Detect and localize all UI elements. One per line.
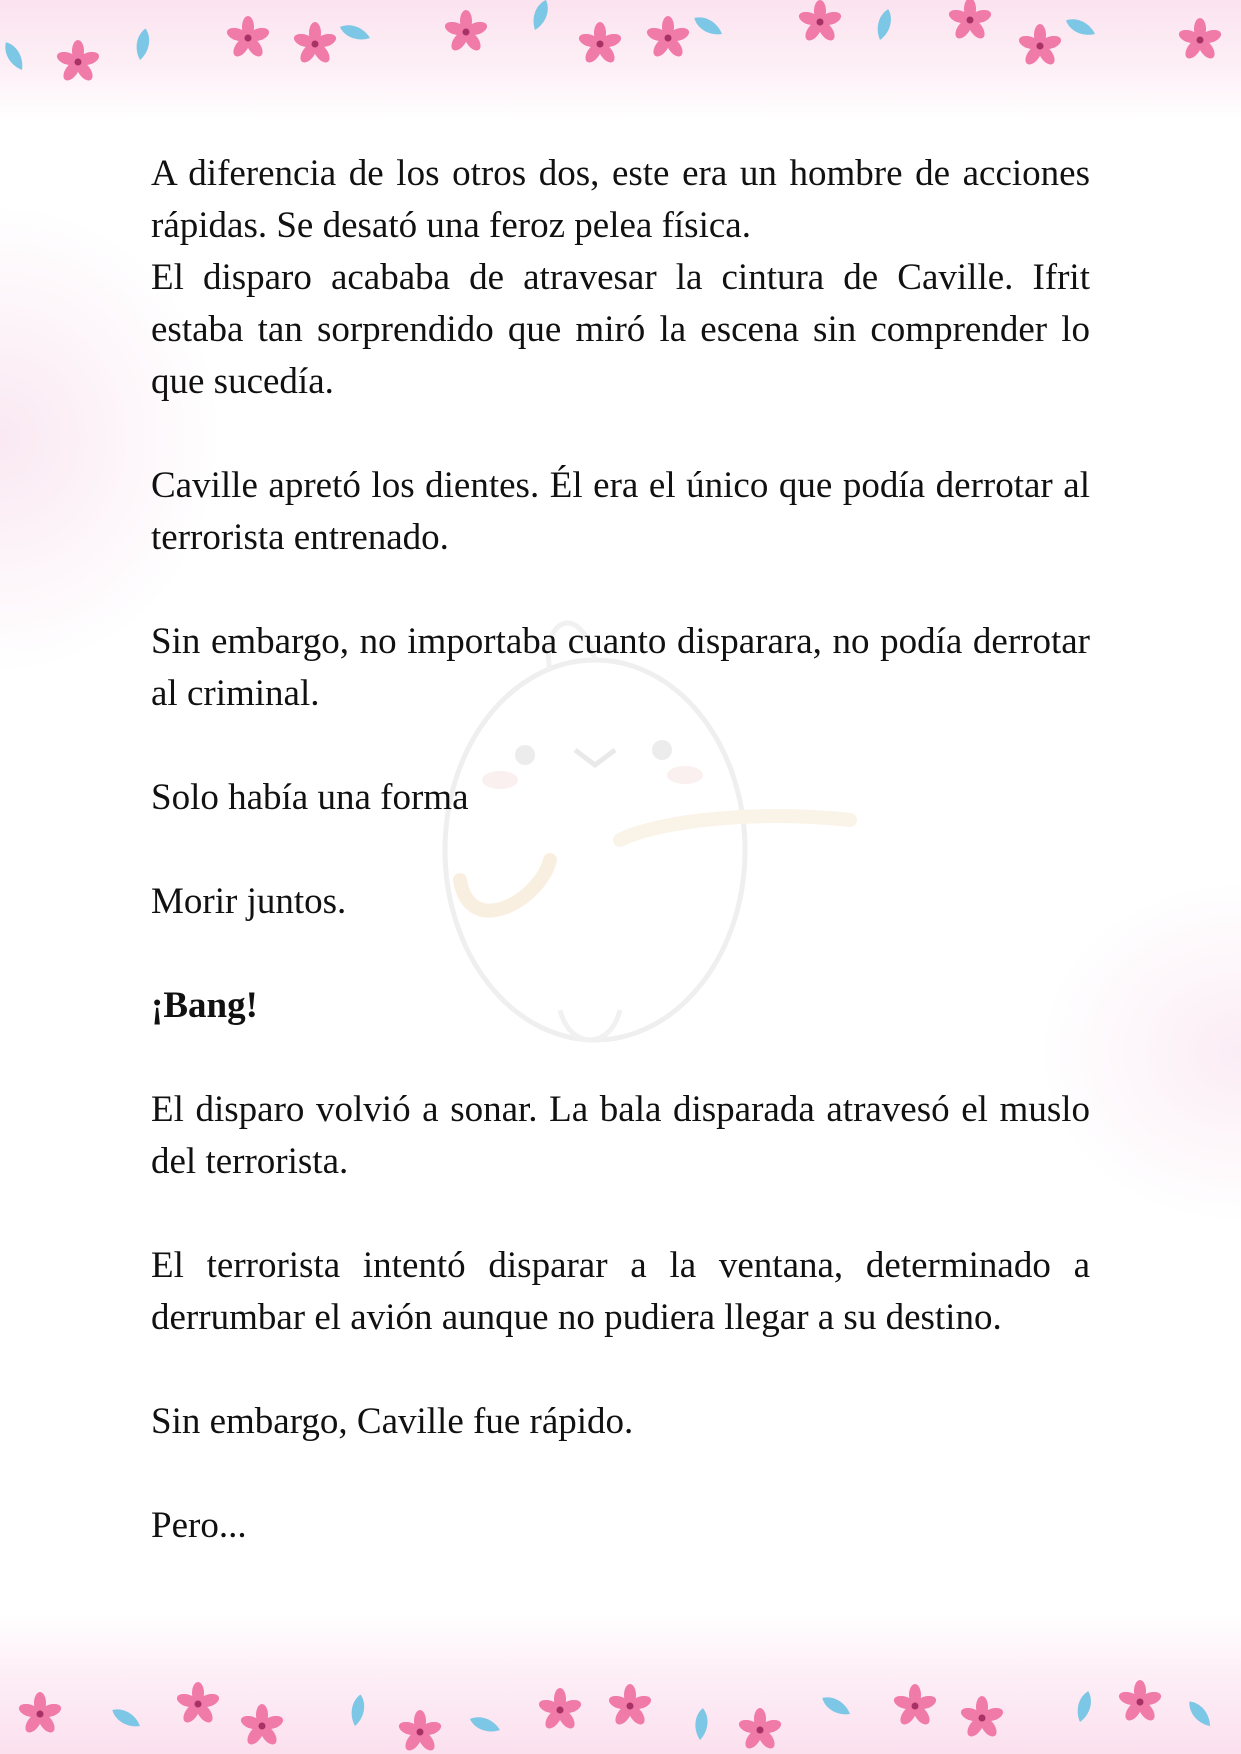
flower-garland-icon bbox=[0, 0, 1241, 120]
paragraph-5: Solo había una forma bbox=[151, 777, 469, 818]
paragraph-3: Caville apretó los dientes. Él era el único que podía derrotar al terrorista entrenado. bbox=[151, 465, 1090, 558]
paragraph-8: El disparo volvió a sonar. La bala disparada atravesó el muslo del terrorista. bbox=[151, 1089, 1090, 1182]
paragraph-4: Sin embargo, no importaba cuanto disparara, no podía derrotar al criminal. bbox=[151, 621, 1090, 714]
paragraph-11: Pero... bbox=[151, 1505, 247, 1546]
top-floral-border bbox=[0, 0, 1241, 120]
paragraph-7-bang: ¡Bang! bbox=[151, 985, 258, 1026]
flower-garland-icon bbox=[0, 1614, 1241, 1754]
paragraph-1: A diferencia de los otros dos, este era un hombre de acciones rápidas. Se desató una feroz pelea física. bbox=[151, 153, 1090, 246]
paragraph-10: Sin embargo, Caville fue rápido. bbox=[151, 1401, 634, 1442]
paragraph-6: Morir juntos. bbox=[151, 881, 347, 922]
bottom-floral-border bbox=[0, 1614, 1241, 1754]
paragraph-2: El disparo acababa de atravesar la cintura de Caville. Ifrit estaba tan sorprendido que miró la escena sin comprender lo que sucedía. bbox=[151, 257, 1090, 402]
story-text bbox=[151, 148, 1090, 1604]
paragraph-9: El terrorista intentó disparar a la ventana, determinado a derrumbar el avión aunque no pudiera llegar a su destino. bbox=[151, 1245, 1090, 1338]
